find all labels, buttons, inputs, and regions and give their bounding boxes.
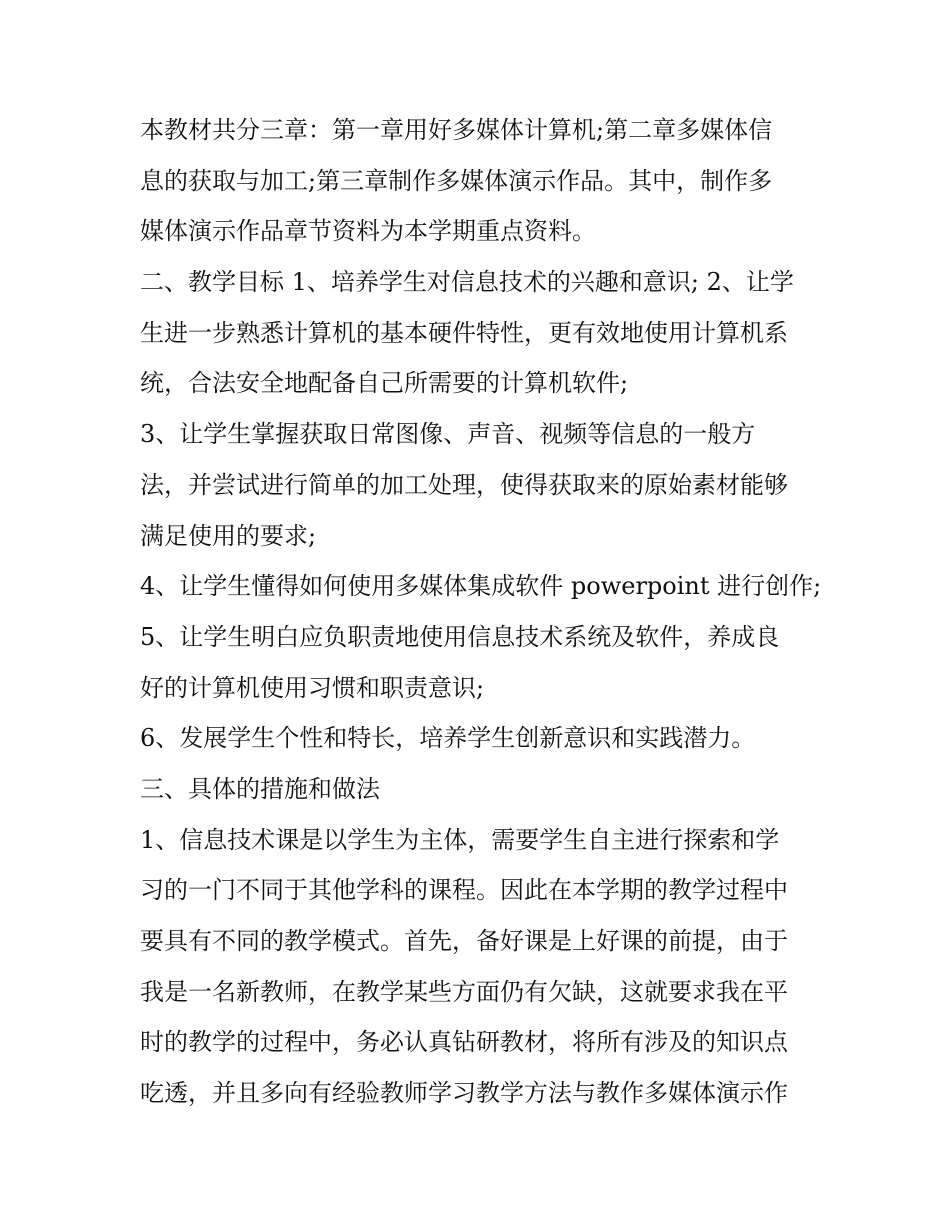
text-line: 息的获取与加工;第三章制作多媒体演示作品。其中，制作多	[140, 166, 773, 195]
text-line: 统，合法安全地配备自己所需要的计算机软件;	[140, 369, 629, 398]
text-line: 三、具体的措施和做法	[140, 774, 380, 803]
text-line: 要具有不同的教学模式。首先，备好课是上好课的前提，由于	[140, 927, 788, 955]
text-line: 二、教学目标 1、培养学生对信息技术的兴趣和意识; 2、让学	[140, 268, 794, 297]
text-line: 时的教学的过程中，务必认真钻研教材，将所有涉及的知识点	[140, 1028, 788, 1057]
text-line: 1、信息技术课是以学生为主体，需要学生自主进行探索和学	[140, 825, 780, 854]
text-line: 吃透，并且多向有经验教师学习教学方法与教作多媒体演示作	[140, 1079, 788, 1108]
text-line: 5、让学生明白应负职责地使用信息技术系统及软件，养成良	[140, 622, 780, 651]
document-page	[140, 105, 840, 1119]
text-line: 3、让学生掌握获取日常图像、声音、视频等信息的一般方	[140, 420, 756, 449]
text-line: 本教材共分三章：第一章用好多媒体计算机;第二章多媒体信	[140, 116, 773, 144]
text-line: 好的计算机使用习惯和职责意识;	[140, 673, 485, 702]
text-line: 习的一门不同于其他学科的课程。因此在本学期的教学过程中	[140, 876, 788, 905]
text-line: 满足使用的要求;	[140, 521, 317, 550]
text-line: 法，并尝试进行简单的加工处理，使得获取来的原始素材能够	[140, 470, 788, 499]
text-line: 4、让学生懂得如何使用多媒体集成软件 powerpoint 进行创作;	[140, 572, 822, 601]
text-line: 6、发展学生个性和特长，培养学生创新意识和实践潜力。	[140, 724, 756, 753]
text-line: 媒体演示作品章节资料为本学期重点资料。	[140, 217, 596, 246]
text-line: 我是一名新教师，在教学某些方面仍有欠缺，这就要求我在平	[140, 977, 788, 1006]
text-line: 生进一步熟悉计算机的基本硬件特性，更有效地使用计算机系	[140, 318, 788, 347]
